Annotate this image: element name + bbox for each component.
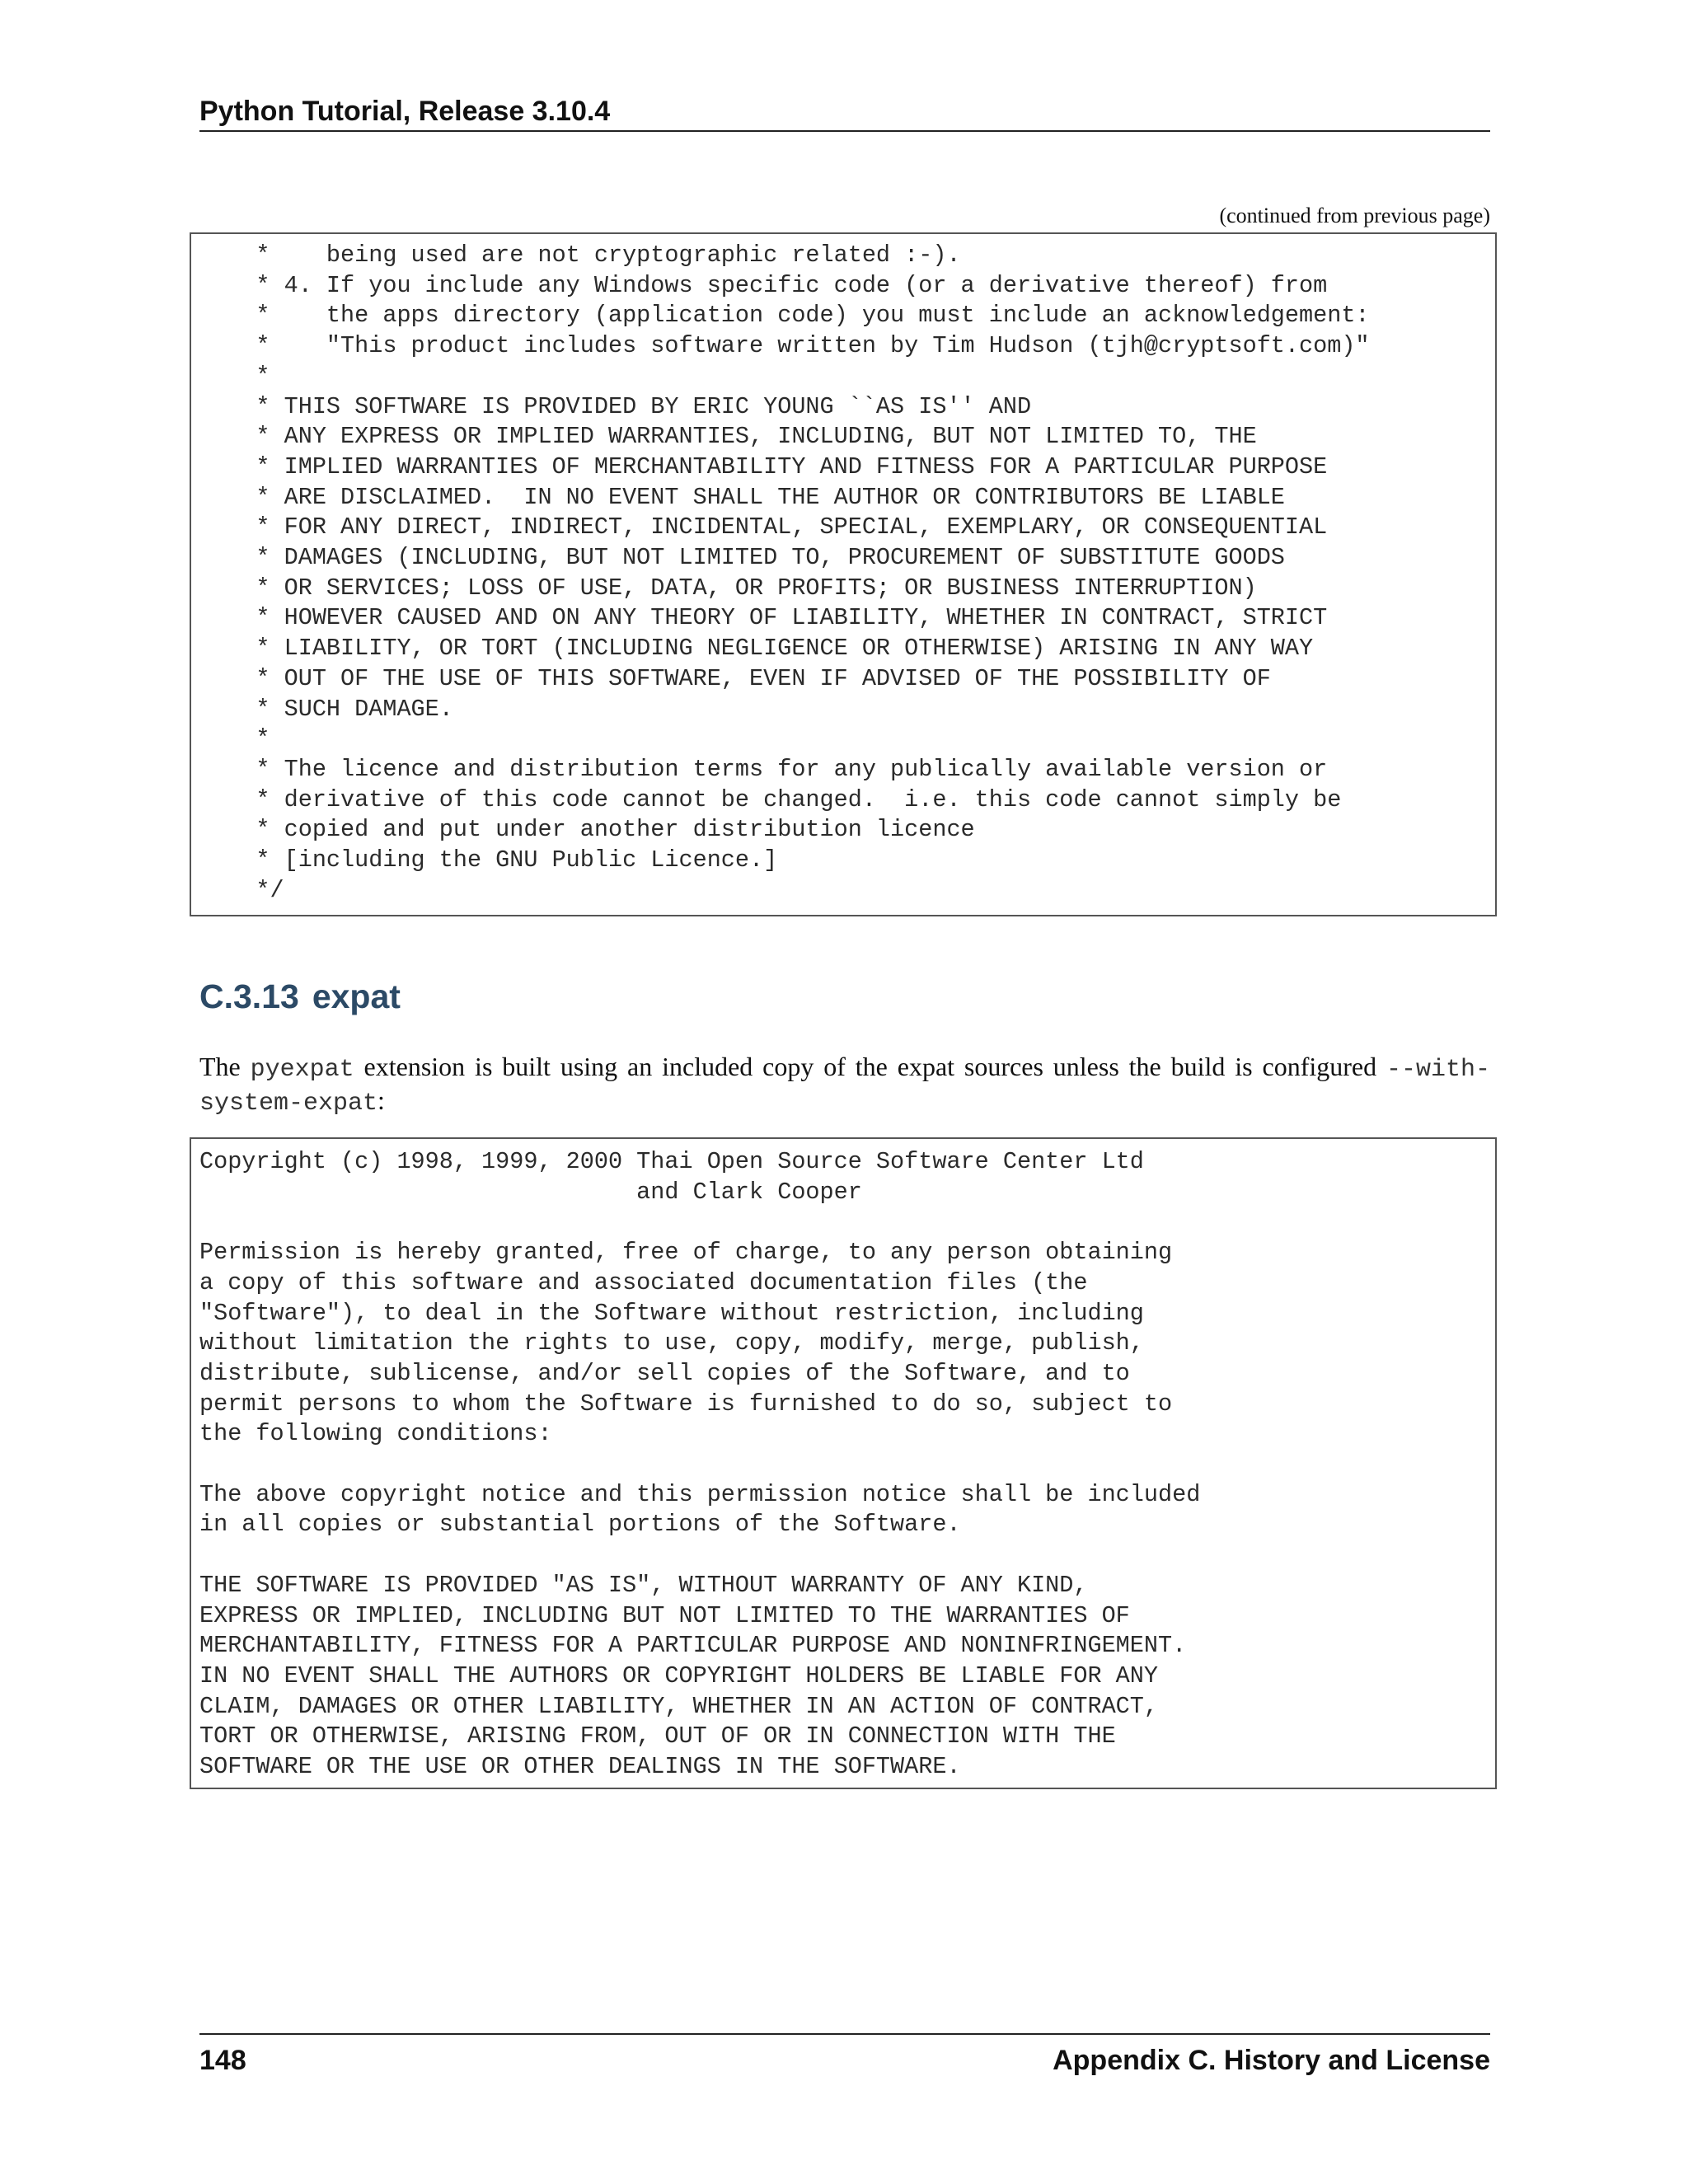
paragraph-text: : [377, 1085, 385, 1115]
chapter-title: Appendix C. History and License [1053, 2045, 1490, 2076]
body-paragraph [199, 1052, 1490, 1119]
code-block-text: Copyright (c) 1998, 1999, 2000 Thai Open Source Software Center Ltd and Clark Cooper Permission is hereby granted, free of charge, to any person obtaining a copy of this software and associated documentation files (the "Software"), to deal in the Software without restriction, including without limitation the rights to use, copy, modify, merge, publish, distribute, sublicense, and/or sell copies of the Software, and to permit persons to whom the Software is furnished to do so, subject to the following conditions: The above copyright notice and this permission notice shall be included in all copies or substantial portions of the Software. THE SOFTWARE IS PROVIDED "AS IS", WITHOUT WARRANTY OF ANY KIND, EXPRESS OR IMPLIED, INCLUDING BUT NOT LIMITED TO THE WARRANTIES OF MERCHANTABILITY, FITNESS FOR A PARTICULAR PURPOSE AND NONINFRINGEMENT. IN NO EVENT SHALL THE AUTHORS OR COPYRIGHT HOLDERS BE LIABLE FOR ANY CLAIM, DAMAGES OR OTHER LIABILITY, WHETHER IN AN ACTION OF CONTRACT, TORT OR OTHERWISE, ARISING FROM, OUT OF OR IN CONNECTION WITH THE SOFTWARE OR THE USE OR OTHER DEALINGS IN THE SOFTWARE. [199, 1148, 1201, 1781]
section-number: C.3.13 [199, 977, 299, 1015]
section-heading [199, 977, 401, 1016]
section-title: expat [312, 977, 401, 1015]
code-block-openssl-license [190, 232, 1497, 916]
config-option-literal: --with-system-expat [199, 1056, 1490, 1118]
page-number: 148 [199, 2045, 246, 2076]
paragraph-text: The [199, 1052, 251, 1081]
paragraph-text: extension is built using an included copy of the expat sources unless the build is configured [354, 1052, 1386, 1081]
page-header [199, 91, 1490, 132]
code-block-expat-license [190, 1137, 1497, 1789]
continued-note: (continued from previous page) [1219, 204, 1490, 227]
running-title: Python Tutorial, Release 3.10.4 [199, 96, 611, 127]
pyexpat-literal: pyexpat [250, 1056, 354, 1084]
code-block-text: * being used are not cryptographic related :-). * 4. If you include any Windows specific code (or a derivative thereof) from * the apps directory (application code) you must include an acknowledgement: * "This product includes software written by Tim Hudson (tjh@cryptsoft.com)" * * THIS SOFTWARE IS PROVIDED BY ERIC YOUNG ``AS IS'' AND * ANY EXPRESS OR IMPLIED WARRANTIES, INCLUDING, BUT NOT LIMITED TO, THE * IMPLIED WARRANTIES OF MERCHANTABILITY AND FITNESS FOR A PARTICULAR PURPOSE * ARE DISCLAIMED. IN NO EVENT SHALL THE AUTHOR OR CONTRIBUTORS BE LIABLE * FOR ANY DIRECT, INDIRECT, INCIDENTAL, SPECIAL, EXEMPLARY, OR CONSEQUENTIAL * DAMAGES (INCLUDING, BUT NOT LIMITED TO, PROCUREMENT OF SUBSTITUTE GOODS * OR SERVICES; LOSS OF USE, DATA, OR PROFITS; OR BUSINESS INTERRUPTION) * HOWEVER CAUSED AND ON ANY THEORY OF LIABILITY, WHETHER IN CONTRACT, STRICT * LIABILITY, OR TORT (INCLUDING NEGLIGENCE OR OTHERWISE) ARISING IN ANY WAY * OUT OF THE USE OF THIS SOFTWARE, EVEN IF ADVISED OF THE POSSIBILITY OF * SUCH DAMAGE. * * The licence and distribution terms for any publically available version or * derivative of this code cannot be changed. i.e. this code cannot simply be * copied and put under another distribution licence * [including the GNU Public Licence.] */ [256, 241, 1370, 904]
page-footer [199, 2033, 1490, 2084]
